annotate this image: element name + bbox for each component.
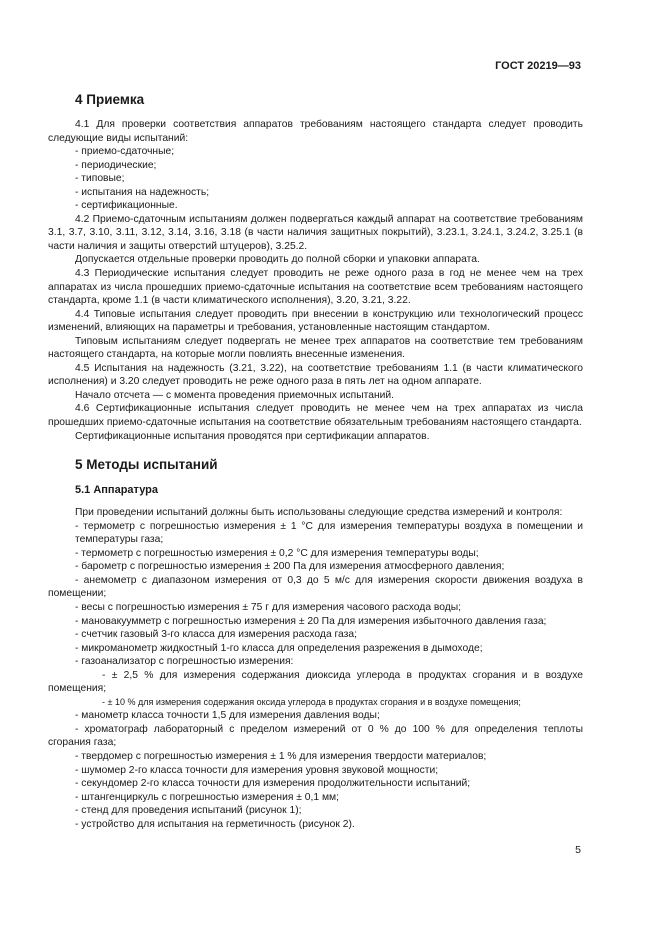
list-item: - весы с погрешностью измерения ± 75 г для измерения часового расхода воды;	[75, 601, 462, 613]
list-item: - газоанализатор с погрешностью измерения:	[75, 656, 294, 668]
page-number: 5	[575, 844, 581, 856]
list-item: - испытания на надежность;	[75, 186, 210, 198]
page-content	[48, 91, 583, 831]
standard-code: ГОСТ 20219—93	[495, 60, 581, 72]
paragraph: Начало отсчета — с момента проведения приемочных испытаний.	[75, 389, 395, 401]
list-item: - сертификационные.	[75, 200, 178, 212]
list-item: - шумомер 2-го класса точности для измерения уровня звуковой мощности;	[75, 764, 439, 776]
paragraph-4-4: 4.4 Типовые испытания следует проводить при внесении в конструкцию или технологический процесс изменений, влияющих на параметры и требования, установленные настоящим стандартом.	[48, 308, 583, 334]
list-item: - термометр с погрешностью измерения ± 1 °С для измерения температуры воздуха в помещении и температуры газа;	[75, 520, 583, 546]
list-item: - штангенциркуль с погрешностью измерения ± 0,1 мм;	[75, 791, 339, 803]
paragraph: Допускается отдельные проверки проводить до полной сборки и упаковки аппарата.	[75, 254, 480, 266]
list-item: - мановакуумметр с погрешностью измерения ± 20 Па для измерения избыточного давления газа;	[75, 615, 547, 627]
paragraph-4-5: 4.5 Испытания на надежность (3.21, 3.22), на соответствие требованиям 1.1 (в части климатического исполнения) и 3.20 следует проводить не реже одного раза в пять лет на одном аппарате.	[48, 362, 583, 388]
list-item: - секундомер 2-го класса точности для измерения продолжительности испытаний;	[75, 778, 471, 790]
list-item: - счетчик газовый 3-го класса для измерения расхода газа;	[75, 629, 357, 641]
paragraph-4-1: 4.1 Для проверки соответствия аппаратов требованиям настоящего стандарта следует проводить следующие виды испытаний:	[48, 119, 583, 144]
paragraph-4-2: 4.2 Приемо-сдаточным испытаниям должен подвергаться каждый аппарат на соответствие требованиям 3.1, 3.7, 3.10, 3.11, 3.12, 3.14, 3.16, 3.18 (в части наличия защитных покрытий), 3.23.1, 3.24.1, 3.24.2, 3.25.1 (в части наличия и защиты отверстий штуцеров), 3.25.2.	[48, 213, 583, 252]
sub-list-item: - ± 10 % для измерения содержания оксида углерода в продуктах сгорания и в воздухе помещения;	[102, 696, 521, 707]
list-item: - микроманометр жидкостный 1-го класса для определения разрежения в дымоходе;	[75, 642, 483, 654]
list-item: - приемо-сдаточные;	[75, 146, 175, 158]
paragraph-4-3: 4.3 Периодические испытания следует проводить не реже одного раза в год не менее чем на трех аппаратах из числа прошедших приемо-сдаточные испытания на соответствие всем требованиям настоящего стандарта, кроме 1.1 (в части климатического исполнения), 3.20, 3.21, 3.22.	[48, 268, 583, 307]
list-item: - хроматограф лабораторный с пределом измерений от 0 % до 100 % для определения теплоты сгорания газа;	[48, 723, 583, 749]
list-item: - термометр с погрешностью измерения ± 0,2 °С для измерения температуры воды;	[75, 547, 479, 559]
list-item: - твердомер с погрешностью измерения ± 1 % для измерения твердости материалов;	[75, 750, 487, 762]
list-item: - периодические;	[75, 159, 157, 171]
list-item: - манометр класса точности 1,5 для измерения давления воды;	[75, 710, 380, 722]
subsection-5-1-title: 5.1 Аппаратура	[75, 484, 159, 497]
paragraph: Сертификационные испытания проводятся при сертификации аппаратов.	[75, 430, 430, 442]
list-item: - барометр с погрешностью измерения ± 200 Па для измерения атмосферного давления;	[75, 561, 505, 573]
paragraph-intro: При проведении испытаний должны быть использованы следующие средства измерений и контроля:	[75, 507, 563, 519]
section-4-title: 4 Приемка	[75, 92, 145, 107]
list-item: - стенд для проведения испытаний (рисунок 1);	[75, 805, 302, 817]
sub-list-item: - ± 2,5 % для измерения содержания диоксида углерода в продуктах сгорания и в воздухе помещения;	[48, 669, 583, 695]
section-5-title: 5 Методы испытаний	[75, 457, 218, 473]
paragraph-4-6: 4.6 Сертификационные испытания следует проводить не менее чем на трех аппаратах из числа прошедших приемо-сдаточные испытания на соответствие обязательным требованиям настоящего стандарта.	[48, 403, 583, 429]
list-item: - устройство для испытания на герметичность (рисунок 2).	[75, 818, 355, 830]
list-item: - типовые;	[75, 173, 125, 185]
paragraph: Типовым испытаниям следует подвергать не менее трех аппаратов на соответствие тем требованиям настоящего стандарта, на которые могли повлиять внесенные изменения.	[48, 335, 583, 361]
list-item: - анемометр с диапазоном измерения от 0,3 до 5 м/с для измерения скорости движения воздуха в помещении;	[48, 574, 583, 600]
